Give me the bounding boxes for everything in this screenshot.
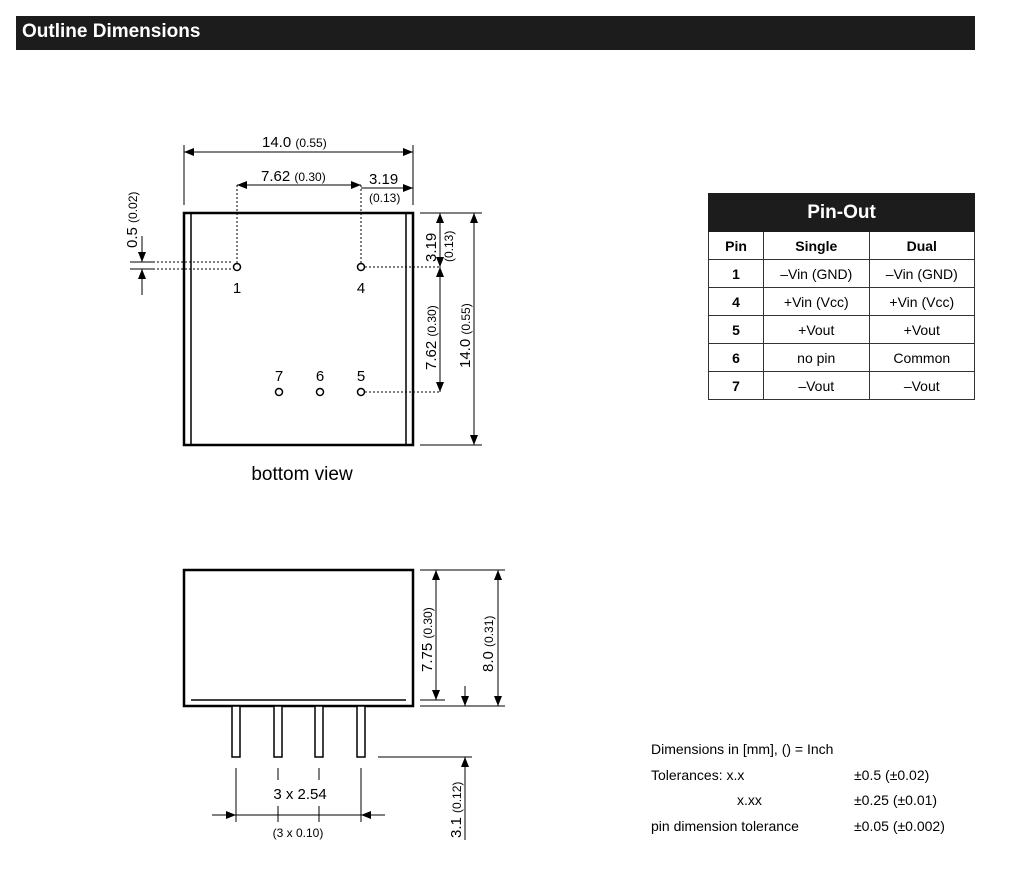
bottom-view-body [184, 213, 413, 445]
dim-height-label: 14.0 (0.55) [457, 303, 474, 368]
header-dual: Dual [869, 232, 975, 260]
dim-vert-offset-inch: (0.13) [442, 230, 456, 262]
dimension-notes [651, 737, 981, 839]
pin-single: +Vout [764, 316, 870, 344]
side-view [184, 570, 505, 840]
notes-pin-tolerance-row [651, 814, 981, 840]
pin-6-hole [317, 389, 324, 396]
table-row [709, 372, 975, 400]
tolerance-value: ±0.5 (±0.02) [854, 766, 930, 783]
notes-tolerance-row [651, 763, 981, 789]
pin-number: 5 [709, 316, 764, 344]
dim-total-label: 8.0 (0.31) [480, 615, 497, 672]
notes-tolerance2-row [651, 788, 981, 814]
pin-1-label: 1 [232, 280, 242, 297]
side-pin-1 [232, 706, 240, 757]
dim-pitch-label: 3 x 2.54 [273, 786, 327, 803]
table-row [709, 344, 975, 372]
pin-dual: –Vin (GND) [869, 260, 975, 288]
tolerance2-label: x.xx [737, 792, 762, 808]
pin-number: 6 [709, 344, 764, 372]
header-pin: Pin [709, 232, 764, 260]
dim-edge-offset-label: 3.19 [369, 171, 399, 188]
pin-dual: Common [869, 344, 975, 372]
side-pin-3 [315, 706, 323, 757]
dim-pitch-inch: (3 x 0.10) [272, 826, 324, 840]
pin-single: –Vin (GND) [764, 260, 870, 288]
pinout-header-row [709, 232, 975, 260]
section-title: Outline Dimensions [22, 21, 201, 42]
pin-4-label: 4 [356, 280, 366, 297]
side-pin-4 [357, 706, 365, 757]
pin-single: +Vin (Vcc) [764, 288, 870, 316]
pin-5-hole [358, 389, 365, 396]
pin-number: 7 [709, 372, 764, 400]
pin-dual: +Vout [869, 316, 975, 344]
units-note: Dimensions in [mm], () = Inch [651, 741, 834, 757]
pin-1-hole [234, 264, 241, 271]
pin-single: no pin [764, 344, 870, 372]
dim-vert-offset-label: 3.19 [423, 232, 440, 262]
pin-6-label: 6 [315, 368, 325, 385]
notes-units-row [651, 737, 981, 763]
side-pin-2 [274, 706, 282, 757]
pin-number: 1 [709, 260, 764, 288]
pin-dual: –Vout [869, 372, 975, 400]
dim-pin-length-label: 3.1 (0.12) [448, 781, 465, 838]
side-view-body [184, 570, 413, 706]
bottom-view-caption: bottom view [251, 464, 353, 485]
header-single: Single [764, 232, 870, 260]
dim-vert-spacing-label: 7.62 (0.30) [423, 305, 440, 370]
table-row [709, 288, 975, 316]
table-row [709, 316, 975, 344]
pin-7-hole [276, 389, 283, 396]
tolerance-label: Tolerances: x.x [651, 766, 745, 783]
pinout-title: Pin-Out [709, 194, 975, 232]
pin-single: –Vout [764, 372, 870, 400]
pin-tolerance-value: ±0.05 (±0.002) [854, 817, 945, 834]
dim-pin-spacing-label: 7.62 (0.30) [261, 168, 326, 185]
tolerance2-value: ±0.25 (±0.01) [854, 792, 938, 808]
pin-5-label: 5 [356, 368, 366, 385]
table-row [709, 260, 975, 288]
pin-7-label: 7 [274, 368, 284, 385]
pin-4-hole [358, 264, 365, 271]
pin-number: 4 [709, 288, 764, 316]
pin-dual: +Vin (Vcc) [869, 288, 975, 316]
bottom-view [124, 134, 482, 485]
dim-side-margin-label: 0.5 (0.02) [124, 191, 141, 248]
pinout-table [708, 193, 975, 400]
dim-edge-offset-inch: (0.13) [369, 191, 401, 205]
pin-tolerance-label: pin dimension tolerance [651, 817, 799, 834]
dim-width-label: 14.0 (0.55) [262, 134, 327, 151]
dim-body-label: 7.75 (0.30) [419, 607, 436, 672]
